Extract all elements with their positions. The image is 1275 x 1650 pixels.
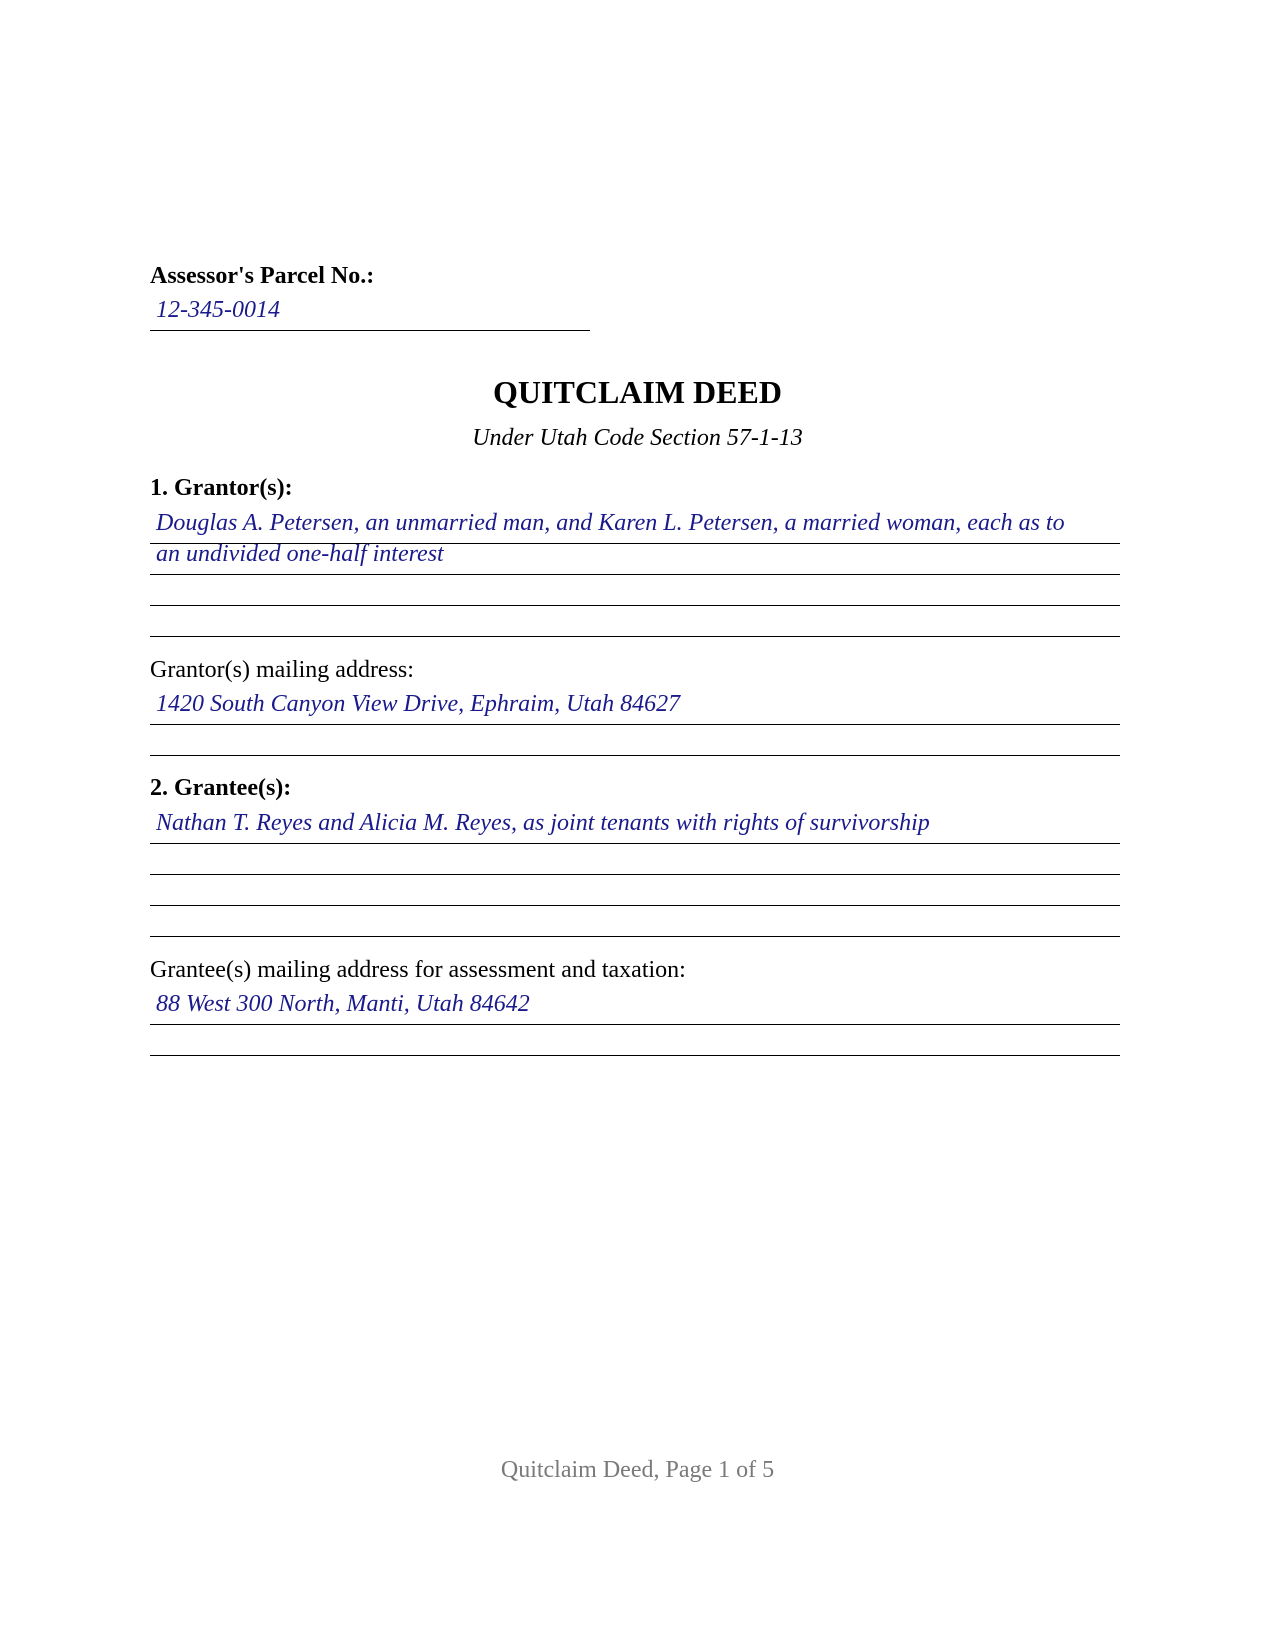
grantor-address-label: Grantor(s) mailing address: bbox=[150, 657, 414, 683]
document-subtitle: Under Utah Code Section 57-1-13 bbox=[472, 425, 803, 451]
grantee-address-label: Grantee(s) mailing address for assessment and taxation: bbox=[150, 957, 686, 983]
grantor-rule-3 bbox=[150, 605, 1120, 606]
grantor-address-rule-1 bbox=[150, 724, 1120, 725]
grantor-line-2[interactable]: an undivided one-half interest bbox=[156, 541, 444, 567]
grantee-rule-4 bbox=[150, 936, 1120, 937]
parcel-number-field[interactable]: 12-345-0014 bbox=[156, 297, 280, 323]
grantee-address-rule-1 bbox=[150, 1024, 1120, 1025]
grantee-rule-2 bbox=[150, 874, 1120, 875]
parcel-number-rule bbox=[150, 330, 590, 331]
document-title: QUITCLAIM DEED bbox=[493, 374, 782, 410]
grantee-rule-3 bbox=[150, 905, 1120, 906]
grantor-rule-4 bbox=[150, 636, 1120, 637]
grantee-address-line-1[interactable]: 88 West 300 North, Manti, Utah 84642 bbox=[156, 991, 530, 1017]
grantee-line-1[interactable]: Nathan T. Reyes and Alicia M. Reyes, as joint tenants with rights of survivorship bbox=[156, 810, 930, 836]
grantee-heading: 2. Grantee(s): bbox=[150, 775, 292, 801]
grantor-line-1[interactable]: Douglas A. Petersen, an unmarried man, and Karen L. Petersen, a married woman, each as to bbox=[156, 510, 1065, 536]
grantor-heading: 1. Grantor(s): bbox=[150, 475, 293, 501]
grantor-address-rule-2 bbox=[150, 755, 1120, 756]
parcel-label: Assessor's Parcel No.: bbox=[150, 263, 375, 289]
grantee-rule-1 bbox=[150, 843, 1120, 844]
page-footer: Quitclaim Deed, Page 1 of 5 bbox=[500, 1457, 775, 1483]
grantor-address-line-1[interactable]: 1420 South Canyon View Drive, Ephraim, Utah 84627 bbox=[156, 691, 681, 717]
grantor-rule-2 bbox=[150, 574, 1120, 575]
grantee-address-rule-2 bbox=[150, 1055, 1120, 1056]
